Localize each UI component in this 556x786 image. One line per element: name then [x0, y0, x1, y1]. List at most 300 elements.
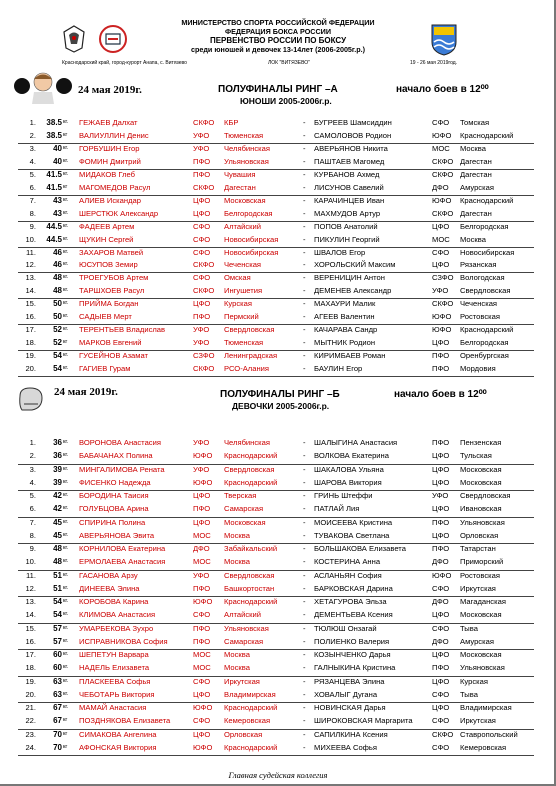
red-corner-region: Челябинская: [224, 438, 270, 447]
weight-value: 44.5: [46, 221, 62, 231]
bout-row: [0, 299, 556, 309]
blue-corner-region: Москва: [460, 234, 486, 244]
versus-dash: -: [303, 338, 306, 348]
weight-unit: кг.: [63, 196, 69, 203]
bout-row: [0, 610, 556, 620]
red-corner-district: СКФО: [193, 118, 215, 127]
red-corner-district: УФО: [193, 464, 210, 474]
weight-unit: кг.: [63, 637, 69, 644]
bout-row: [0, 273, 556, 283]
weight-value: 50: [53, 299, 62, 309]
blue-corner-name: КУРБАНОВ Ахмед: [314, 169, 380, 179]
versus-dash: -: [303, 451, 306, 461]
blue-corner-name: МОИСЕЕВА Кристина: [314, 517, 393, 527]
blue-corner-region: Белгородская: [460, 338, 509, 348]
blue-corner-district: ПФО: [432, 351, 450, 361]
bout-number: 3.: [29, 143, 36, 153]
versus-dash: -: [303, 689, 306, 699]
red-corner-district: ЦФО: [193, 299, 211, 309]
bout-row: [0, 235, 556, 245]
bout-number: 10.: [25, 234, 36, 244]
bout-row: [0, 544, 556, 554]
red-corner-district: ПФО: [193, 636, 211, 646]
weight-unit: кг.: [63, 248, 69, 255]
versus-dash: -: [303, 221, 306, 231]
section2-date: 24 мая 2019г.: [54, 386, 118, 398]
red-corner-name: ВАЛИУЛЛИН Денис: [79, 130, 149, 140]
red-corner-region: Дагестан: [224, 182, 256, 192]
versus-dash: -: [303, 234, 306, 244]
red-corner-district: УФО: [193, 130, 210, 140]
blue-corner-region: Тыва: [460, 623, 478, 633]
weight-unit: кг.: [63, 651, 69, 657]
weight-unit: кг.: [63, 274, 69, 281]
red-corner-region: Орловская: [224, 729, 263, 739]
red-corner-region: Москва: [224, 663, 250, 673]
red-corner-region: Иркутская: [224, 676, 260, 686]
blue-corner-region: Амурская: [460, 182, 494, 192]
blue-corner-region: Ивановская: [460, 504, 502, 514]
red-corner-name: МАГОМЕДОВ Расул: [79, 182, 151, 192]
red-corner-region: Челябинская: [224, 143, 270, 153]
blue-corner-district: УФО: [432, 491, 449, 500]
bout-row: [0, 677, 556, 687]
red-corner-name: МИДАКОВ Глеб: [79, 169, 136, 179]
section2-subtitle: ДЕВОЧКИ 2005-2006г.р.: [232, 401, 330, 411]
weight-value: 63: [53, 676, 62, 686]
blue-corner-region: Вологодская: [460, 273, 505, 283]
versus-dash: -: [303, 286, 306, 296]
weight-unit: кг.: [63, 690, 69, 697]
red-corner-region: Омская: [224, 273, 251, 283]
red-corner-name: ФИСЕНКО Надежда: [79, 477, 151, 487]
blue-corner-region: Ростовская: [460, 570, 500, 580]
bout-number: 24.: [25, 742, 36, 752]
red-corner-name: ЕРМОЛАЕВА Анастасия: [79, 557, 166, 567]
blue-corner-district: ПФО: [432, 438, 450, 447]
versus-dash: -: [303, 156, 306, 166]
blue-corner-name: ПАШТАЕВ Магомед: [314, 156, 385, 166]
bout-row: [0, 364, 556, 374]
header-ministry: МИНИСТЕРСТВО СПОРТА РОССИЙСКОЙ ФЕДЕРАЦИИ: [181, 18, 375, 27]
red-corner-district: СФО: [193, 247, 211, 257]
red-corner-region: Краснодарский: [224, 742, 278, 752]
bout-row: [0, 504, 556, 514]
red-corner-region: Москва: [224, 530, 250, 540]
red-corner-region: Чеченская: [224, 260, 262, 270]
versus-dash: -: [303, 118, 306, 127]
weight-value: 41.5: [46, 182, 62, 192]
bout-number: 3.: [29, 464, 36, 474]
bout-row: [0, 131, 556, 141]
bout-row: [0, 650, 556, 660]
section1-start-time: начало боев в 12⁰⁰: [396, 84, 489, 95]
bout-number: 9.: [29, 544, 36, 553]
header-venue: ЛОК "ВИТЯЗЕВО": [268, 60, 310, 66]
blue-corner-name: САМОЛОВОВ Родион: [314, 130, 392, 140]
versus-dash: -: [303, 491, 306, 500]
weight-value: 46: [53, 260, 62, 270]
weight-unit: кг: [63, 183, 68, 190]
bout-number: 18.: [25, 338, 36, 348]
blue-corner-district: ЦФО: [432, 464, 450, 474]
versus-dash: -: [303, 325, 306, 335]
versus-dash: -: [303, 273, 306, 283]
red-corner-district: ЦФО: [193, 689, 211, 699]
red-corner-region: Москва: [224, 557, 250, 567]
blue-corner-region: Свердловская: [460, 491, 511, 500]
red-corner-region: Ульяновская: [224, 623, 269, 633]
bout-row: [0, 637, 556, 647]
blue-corner-district: ПФО: [432, 517, 450, 527]
red-corner-district: СЗФО: [193, 351, 215, 361]
weight-unit: кг.: [63, 439, 69, 445]
blue-corner-region: Краснодарский: [460, 195, 514, 205]
blue-corner-region: Мордовия: [460, 364, 496, 374]
blue-corner-region: Краснодарский: [460, 130, 514, 140]
blue-corner-region: Московская: [460, 650, 502, 659]
weight-unit: кг.: [63, 505, 69, 512]
red-corner-district: СКФО: [193, 286, 215, 296]
red-corner-name: ГУСЕЙНОВ Азамат: [79, 351, 149, 361]
red-corner-region: Алтайский: [224, 221, 261, 231]
blue-corner-name: КАРАЧИНЦЕВ Иван: [314, 195, 385, 205]
blue-corner-region: Московская: [460, 610, 502, 620]
weight-value: 67: [53, 703, 62, 712]
bout-number: 14.: [25, 286, 36, 296]
red-corner-district: ЦФО: [193, 517, 211, 527]
red-corner-name: ФАДЕЕВ Артем: [79, 221, 135, 231]
blue-corner-name: МИХЕЕВА Софья: [314, 742, 377, 752]
pair-divider: [18, 376, 534, 377]
red-corner-region: Тюменская: [224, 338, 264, 348]
blue-corner-name: КАЧАРАВА Сандр: [314, 325, 378, 335]
blue-corner-district: СФО: [432, 247, 450, 257]
weight-unit: кг.: [63, 157, 69, 164]
bout-row: [0, 531, 556, 541]
weight-unit: кг.: [63, 452, 69, 459]
red-corner-region: Пермский: [224, 312, 259, 322]
versus-dash: -: [303, 364, 306, 374]
blue-corner-name: ВЕРЕНИЦИН Антон: [314, 273, 385, 283]
bout-number: 1.: [29, 438, 36, 447]
blue-corner-region: Пензенская: [460, 438, 502, 447]
weight-unit: кг.: [63, 465, 69, 472]
blue-corner-region: Свердловская: [460, 286, 511, 296]
versus-dash: -: [303, 351, 306, 361]
blue-corner-name: ХОРОЛЬСКИЙ Максим: [314, 260, 396, 270]
red-corner-region: Москва: [224, 650, 250, 659]
weight-value: 54: [53, 351, 62, 361]
weight-value: 52: [53, 325, 62, 335]
red-corner-name: БАБАЧАНАХ Полина: [79, 451, 153, 461]
blue-corner-district: СФО: [432, 623, 450, 633]
weight-value: 46: [53, 247, 62, 257]
section2-title: ПОЛУФИНАЛЫ РИНГ –Б: [220, 389, 340, 400]
blue-corner-district: СКФО: [432, 729, 454, 739]
versus-dash: -: [303, 623, 306, 633]
blue-corner-district: ЦФО: [432, 530, 450, 540]
bout-number: 4.: [29, 477, 36, 487]
red-corner-region: Ульяновская: [224, 156, 269, 166]
bout-number: 6.: [29, 504, 36, 514]
versus-dash: -: [303, 742, 306, 752]
red-corner-district: УФО: [193, 143, 210, 153]
pair-divider: [18, 755, 534, 756]
red-corner-name: ЮСУПОВ Земир: [79, 260, 138, 270]
red-corner-district: УФО: [193, 338, 210, 348]
weight-unit: кг: [63, 339, 68, 346]
weight-value: 40: [53, 156, 62, 166]
red-corner-district: СКФО: [193, 364, 215, 374]
weight-value: 54: [53, 364, 62, 374]
weight-unit: кг.: [63, 624, 69, 631]
blue-corner-region: Иркутская: [460, 716, 496, 726]
bout-number: 8.: [29, 208, 36, 218]
blue-corner-district: МОС: [432, 143, 450, 153]
bout-row: [0, 624, 556, 634]
blue-corner-district: МОС: [432, 234, 450, 244]
weight-value: 48: [53, 544, 62, 553]
weight-unit: кг.: [63, 611, 69, 618]
bout-row: [0, 584, 556, 594]
weight-unit: кг.: [63, 571, 69, 578]
bout-row: [0, 597, 556, 607]
blue-corner-name: БОЛЬШАКОВА Елизавета: [314, 544, 406, 553]
weight-unit: кг.: [63, 677, 69, 684]
weight-value: 52: [53, 338, 62, 348]
bout-number: 11.: [26, 247, 36, 257]
weight-unit: кг: [63, 730, 68, 737]
red-corner-district: МОС: [193, 557, 211, 567]
weight-unit: кг.: [63, 558, 69, 565]
document-header: [0, 18, 556, 54]
red-corner-region: Новосибирская: [224, 234, 279, 244]
footer-signature: Главная судейская коллегия: [228, 770, 328, 780]
blue-corner-district: ЮФО: [432, 195, 452, 205]
blue-corner-district: ЦФО: [432, 610, 450, 620]
blue-corner-district: ЮФО: [432, 570, 452, 580]
red-corner-name: НАДЕЛЬ Елизавета: [79, 663, 150, 673]
blue-corner-district: СФО: [432, 118, 450, 127]
red-corner-name: АВЕРЬЯНОВА Эвита: [79, 530, 155, 540]
versus-dash: -: [303, 583, 306, 593]
red-corner-district: ЦФО: [193, 729, 211, 739]
weight-value: 42: [53, 504, 62, 514]
bout-number: 12.: [25, 583, 36, 593]
red-corner-name: ШЕРСТЮК Александр: [79, 208, 159, 218]
bout-number: 17.: [25, 650, 36, 659]
red-corner-name: КОРОБОВА Карина: [79, 597, 149, 606]
blue-corner-district: ДФО: [432, 557, 449, 567]
weight-value: 51: [53, 570, 62, 580]
blue-corner-name: ШАКАЛОВА Ульяна: [314, 464, 384, 474]
bout-number: 15.: [25, 623, 36, 633]
red-corner-district: СФО: [193, 273, 211, 283]
blue-corner-name: ТЮЛЮШ Онзагай: [314, 623, 377, 633]
bout-number: 23.: [25, 729, 36, 739]
weight-unit: кг.: [63, 518, 69, 525]
red-corner-name: ГАСАНОВА Арзу: [79, 570, 138, 580]
blue-corner-region: Орловская: [460, 530, 499, 540]
weight-unit: кг.: [63, 704, 69, 710]
red-corner-region: КБР: [224, 118, 239, 127]
blue-corner-region: Дагестан: [460, 169, 492, 179]
bout-number: 12.: [25, 260, 36, 270]
red-corner-region: Башкортостан: [224, 583, 275, 593]
blue-corner-name: ШВАЛОВ Егор: [314, 247, 366, 257]
blue-corner-district: ПФО: [432, 364, 450, 374]
red-corner-district: УФО: [193, 325, 210, 335]
versus-dash: -: [303, 703, 306, 712]
versus-dash: -: [303, 597, 306, 606]
versus-dash: -: [303, 464, 306, 474]
blue-corner-name: ХОВАЛЫГ Дугана: [314, 689, 378, 699]
red-corner-region: Краснодарский: [224, 451, 278, 461]
red-corner-district: СФО: [193, 676, 211, 686]
bout-row: [0, 222, 556, 232]
weight-value: 67: [53, 716, 62, 726]
blue-corner-name: ШАРОВА Виктория: [314, 477, 382, 487]
blue-corner-name: БУГРЕЕВ Шамсиддин: [314, 118, 392, 127]
bout-row: [0, 730, 556, 740]
red-corner-district: МОС: [193, 650, 211, 659]
bout-number: 9.: [29, 221, 36, 231]
header-dates: 19 - 26 мая 2019год.: [410, 60, 458, 66]
blue-corner-region: Ульяновская: [460, 663, 505, 673]
blue-corner-region: Оренбургская: [460, 351, 509, 361]
blue-corner-region: Тыва: [460, 689, 478, 699]
weight-value: 57: [53, 636, 62, 646]
blue-corner-region: Амурская: [460, 636, 494, 646]
weight-unit: кг.: [63, 235, 69, 242]
blue-corner-district: ДФО: [432, 597, 449, 606]
red-corner-region: Самарская: [224, 636, 264, 646]
blue-corner-name: ПАТЛАЙ Лия: [314, 504, 360, 514]
blue-corner-region: Томская: [460, 118, 490, 127]
section2-start-time: начало боев в 12⁰⁰: [394, 389, 487, 400]
glove-icon: [16, 386, 46, 412]
red-corner-region: Московская: [224, 195, 266, 205]
bout-number: 2.: [29, 451, 36, 461]
bout-number: 10.: [25, 557, 36, 567]
section1-title: ПОЛУФИНАЛЫ РИНГ –А: [218, 84, 338, 95]
blue-corner-district: СФО: [432, 689, 450, 699]
versus-dash: -: [303, 182, 306, 192]
red-corner-region: Самарская: [224, 504, 264, 514]
weight-value: 45: [53, 530, 62, 540]
bout-row: [0, 451, 556, 461]
versus-dash: -: [303, 195, 306, 205]
weight-value: 48: [53, 273, 62, 283]
red-corner-name: МАРКОВ Евгений: [79, 338, 142, 348]
red-corner-name: СИМАКОВА Ангелина: [79, 729, 157, 739]
blue-corner-region: Иркутская: [460, 583, 496, 593]
blue-corner-name: ШАЛЫГИНА Анастасия: [314, 438, 398, 447]
red-corner-region: Ингушетия: [224, 286, 263, 296]
bout-number: 17.: [25, 325, 36, 335]
weight-value: 41.5: [46, 169, 62, 179]
bout-row: [0, 118, 556, 128]
weight-value: 43: [53, 208, 62, 218]
red-corner-district: ПФО: [193, 312, 211, 322]
red-corner-name: ПОЗДНЯКОВА Елизавета: [79, 716, 171, 726]
weight-value: 54: [53, 610, 62, 620]
red-corner-name: ТРОЕГУБОВ Артем: [79, 273, 149, 283]
bout-row: [0, 209, 556, 219]
versus-dash: -: [303, 208, 306, 218]
weight-unit: кг.: [63, 664, 69, 671]
bout-number: 16.: [25, 312, 36, 322]
weight-value: 39: [53, 464, 62, 474]
red-corner-region: РСО-Алания: [224, 364, 269, 374]
blue-corner-district: ПФО: [432, 663, 450, 673]
red-corner-region: Курская: [224, 299, 252, 309]
blue-corner-district: ЦФО: [432, 260, 450, 270]
header-federation: ФЕДЕРАЦИЯ БОКСА РОССИИ: [224, 27, 332, 36]
weight-value: 36: [53, 451, 62, 461]
blue-corner-region: Московская: [460, 477, 502, 487]
bout-row: [0, 438, 556, 448]
bout-row: [0, 248, 556, 258]
weight-unit: кг.: [63, 287, 69, 294]
blue-corner-district: ДФО: [432, 182, 449, 192]
blue-corner-district: СКФО: [432, 208, 454, 218]
versus-dash: -: [303, 143, 306, 153]
bout-number: 7.: [29, 195, 36, 205]
weight-unit: кг.: [63, 261, 69, 268]
versus-dash: -: [303, 260, 306, 270]
blue-corner-region: Дагестан: [460, 208, 492, 218]
red-corner-district: ДФО: [193, 544, 210, 553]
weight-value: 60: [53, 650, 62, 659]
blue-corner-name: ТУВАКОВА Светлана: [314, 530, 390, 540]
red-corner-name: КОРНИЛОВА Екатерина: [79, 544, 166, 553]
red-corner-name: ГЕЖАЕВ Далхат: [79, 118, 138, 127]
bout-number: 20.: [25, 689, 36, 699]
bout-row: [0, 478, 556, 488]
bout-row: [0, 557, 556, 567]
versus-dash: -: [303, 610, 306, 620]
red-corner-district: СФО: [193, 234, 211, 244]
blue-corner-district: ЦФО: [432, 221, 450, 231]
blue-corner-name: ЛИСУНОВ Савелий: [314, 182, 384, 192]
blue-corner-region: Дагестан: [460, 156, 492, 166]
red-corner-name: ГОЛУБЦОВА Арина: [79, 504, 149, 514]
blue-corner-name: ВОЛКОВА Екатерина: [314, 451, 389, 461]
bout-row: [0, 325, 556, 335]
bout-number: 5.: [29, 169, 36, 179]
header-place: Краснодарский край, город-курорт Анапа, с. Витязево: [62, 60, 187, 66]
red-corner-district: МОС: [193, 663, 211, 673]
red-corner-district: ПФО: [193, 169, 211, 179]
blue-corner-name: МАХАУРИ Малик: [314, 299, 376, 309]
versus-dash: -: [303, 438, 306, 447]
red-corner-region: Краснодарский: [224, 477, 278, 487]
red-corner-name: САДЫЕВ Мерт: [79, 312, 132, 322]
weight-unit: кг.: [63, 584, 69, 591]
bout-row: [0, 716, 556, 726]
bout-number: 14.: [25, 610, 36, 620]
weight-unit: кг.: [63, 222, 69, 229]
weight-value: 48: [53, 557, 62, 567]
versus-dash: -: [303, 312, 306, 322]
red-corner-name: МАМАЙ Анастасия: [79, 703, 147, 712]
weight-unit: кг: [63, 131, 68, 138]
weight-value: 42: [53, 491, 62, 500]
blue-corner-district: ЮФО: [432, 130, 452, 140]
weight-unit: кг.: [63, 352, 69, 359]
